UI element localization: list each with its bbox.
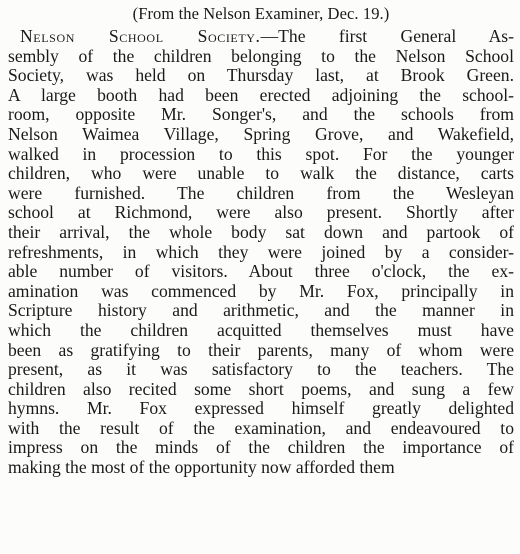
article-line-5: room, opposite Mr. Songer's, and the schools from	[8, 105, 514, 125]
article-line-4: A large booth had been erected adjoining the school-	[8, 85, 514, 105]
article-line-17: been as gratifying to their parents, many of whom were	[8, 340, 514, 360]
article-line-8: children, who were unable to walk the distance, carts	[8, 164, 514, 184]
article-line-11: their arrival, the whole body sat down and partook of	[8, 222, 514, 242]
article-line-21: with the result of the examination, and endeavoured to	[8, 418, 514, 438]
article-line-19: children also recited some short poems, and sung a few	[8, 379, 514, 399]
source-attribution: (From the Nelson Examiner, Dec. 19.)	[132, 4, 390, 23]
article-line-7: walked in procession to this spot. For the younger	[8, 144, 514, 164]
headline-dash: —	[260, 27, 279, 46]
article-line-text: The first General As-	[278, 27, 514, 46]
article-line-15: Scripture history and arithmetic, and the manner in	[8, 301, 514, 321]
article-line-2: sembly of the children belonging to the Nelson School	[8, 46, 514, 66]
article-line-3: Society, was held on Thursday last, at Brook Green.	[8, 66, 514, 86]
article-line-10: school at Richmond, were also present. Shortly after	[8, 203, 514, 223]
article-line-14: amination was commenced by Mr. Fox, principally in	[8, 281, 514, 301]
article-line-1	[8, 27, 514, 47]
article-body	[8, 27, 514, 478]
article-line-20: hymns. Mr. Fox expressed himself greatly delighted	[8, 399, 514, 419]
article-line-13: able number of visitors. About three o'clock, the ex-	[8, 262, 514, 282]
article-line-12: refreshments, in which they were joined by a consider-	[8, 242, 514, 262]
article-line-16: which the children acquitted themselves must have	[8, 320, 514, 340]
article-line-6: Nelson Waimea Village, Spring Grove, and Wakefield,	[8, 124, 514, 144]
article-line-9: were furnished. The children from the Wesleyan	[8, 183, 514, 203]
article-line-18: present, as it was satisfactory to the teachers. The	[8, 360, 514, 380]
article-line-23: making the most of the opportunity now afforded them	[8, 458, 395, 478]
article-headline: Nelson School Society.	[20, 27, 261, 46]
article-line-22: impress on the minds of the children the importance of	[8, 438, 514, 458]
